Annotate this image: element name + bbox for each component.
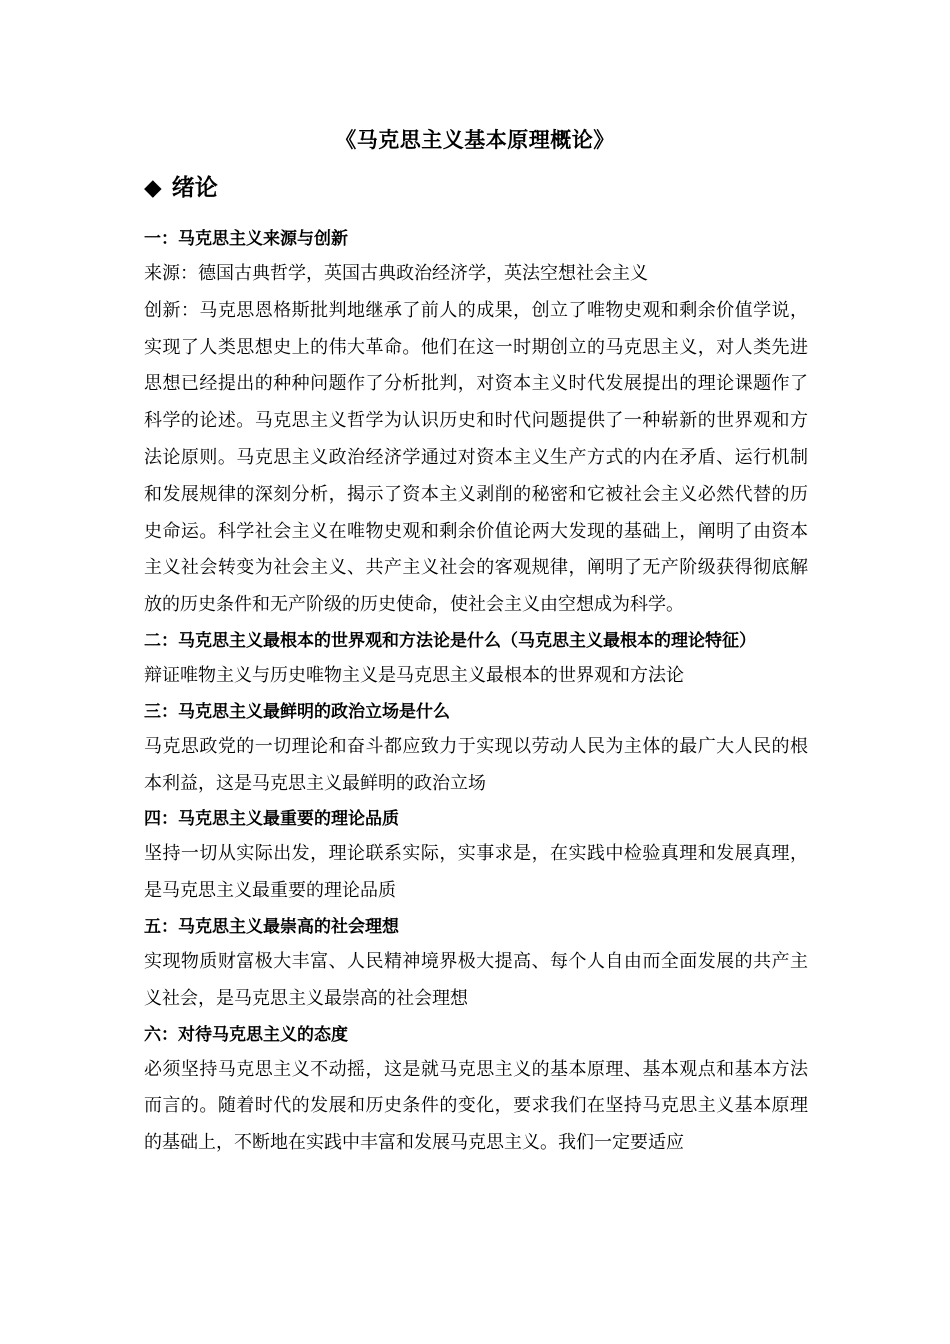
section-paragraph: 创新：马克思恩格斯批判地继承了前人的成果，创立了唯物史观和剩余价值学说，实现了人类思想史上的伟大革命。他们在这一时期创立的马克思主义，对人类先进思想已经提出的种种问题作了分析批判，对资本主义时代发展提出的理论课题作了科学的论述。马克思主义哲学为认识历史和时代问题提供了一种崭新的世界观和方法论原则。马克思主义政治经济学通过对资本主义生产方式的内在矛盾、运行机制和发展规律的深刻分析，揭示了资本主义剥削的秘密和它被社会主义必然代替的历史命运。科学社会主义在唯物史观和剩余价值论两大发现的基础上，阐明了由资本主义社会转变为社会主义、共产主义社会的客观规律，阐明了无产阶级获得彻底解放的历史条件和无产阶级的历史使命，使社会主义由空想成为科学。 (144, 299, 808, 616)
section-paragraph: 来源：德国古典哲学，英国古典政治经济学，英法空想社会主义 (144, 263, 648, 284)
section-paragraph: 坚持一切从实际出发，理论联系实际，实事求是，在实践中检验真理和发展真理，是马克思主义最重要的理论品质 (144, 843, 808, 902)
chapter-heading (144, 170, 218, 206)
section-paragraph: 实现物质财富极大丰富、人民精神境界极大提高、每个人自由而全面发展的共产主义社会，是马克思主义最崇高的社会理想 (144, 950, 808, 1009)
section-paragraph: 必须坚持马克思主义不动摇，这是就马克思主义的基本原理、基本观点和基本方法而言的。随着时代的发展和历史条件的变化，要求我们在坚持马克思主义基本原理的基础上，不断地在实践中丰富和发展马克思主义。我们一定要适应 (144, 1058, 808, 1154)
document-body (144, 222, 808, 1162)
section-political-stance (144, 695, 808, 803)
section-paragraph: 马克思政党的一切理论和奋斗都应致力于实现以劳动人民为主体的最广大人民的根本利益，这是马克思主义最鲜明的政治立场 (144, 735, 808, 794)
section-attitude (144, 1018, 808, 1162)
section-heading: 一：马克思主义来源与创新 (144, 229, 348, 249)
section-heading: 二：马克思主义最根本的世界观和方法论是什么（马克思主义最根本的理论特征） (144, 630, 756, 651)
section-worldview-methodology (144, 624, 808, 695)
chapter-label: 绪论 (171, 174, 218, 201)
document-title: 《马克思主义基本原理概论》 (335, 127, 615, 152)
section-paragraph: 辩证唯物主义与历史唯物主义是马克思主义最根本的世界观和方法论 (144, 664, 684, 686)
section-theoretical-quality (144, 802, 808, 910)
section-heading: 六：对待马克思主义的态度 (144, 1024, 348, 1045)
section-heading: 三：马克思主义最鲜明的政治立场是什么 (144, 701, 450, 722)
section-social-ideal (144, 910, 808, 1018)
section-sources-innovation (144, 222, 808, 624)
diamond-bullet-icon: ◆ (144, 174, 162, 201)
section-heading: 五：马克思主义最崇高的社会理想 (144, 916, 399, 937)
section-heading: 四：马克思主义最重要的理论品质 (144, 809, 399, 830)
